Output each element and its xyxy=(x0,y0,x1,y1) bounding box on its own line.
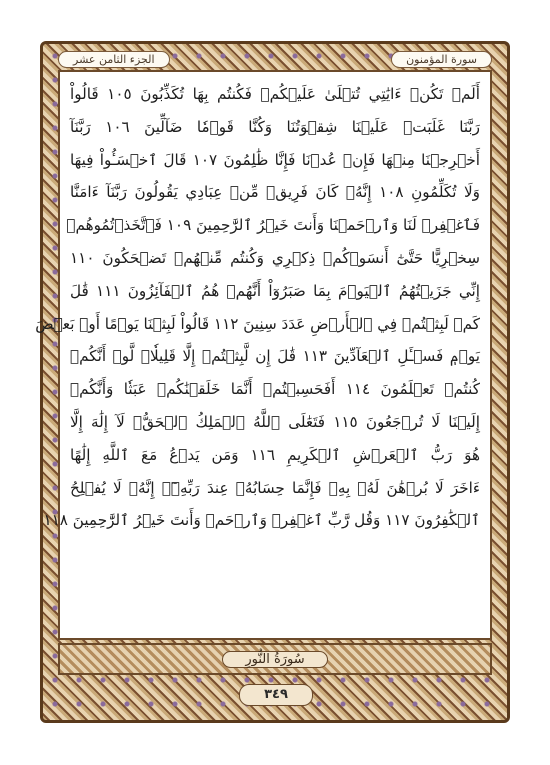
verse-line: سِخۡرِيًّا حَتَّىٰٓ أَنسَوۡكُمۡ ذِكۡرِي وَكُنتُم مِّنۡهُمۡ تَضۡحَكُونَ ١١٠ xyxy=(70,248,480,267)
verse-line: إِلَيۡنَا لَا تُرۡجَعُونَ ١١٥ فَتَعَٰلَى ٱللَّهُ ٱلۡمَلِكُ ٱلۡحَقُّۖ لَآ إِلَٰهَ إِلَّا xyxy=(70,412,480,431)
verse-line: أَلَمۡ تَكُنۡ ءَايَٰتِي تُتۡلَىٰ عَلَيۡكُمۡ فَكُنتُم بِهَا تُكَذِّبُونَ ١٠٥ قَالُواْ xyxy=(70,85,480,103)
verse-line: ٱلۡكَٰفِرُونَ ١١٧ وَقُل رَّبِّ ٱغۡفِرۡ وَٱرۡحَمۡ وَأَنتَ خَيۡرُ ٱلرَّٰحِمِينَ ١١٨ xyxy=(43,511,480,530)
verse-line: ءَاخَرَ لَا بُرۡهَٰنَ لَهُۥ بِهِۦ فَإِنَّمَا حِسَابُهُۥ عِندَ رَبِّهِۦٓۚ إِنَّهُۥ لَا يُفۡلِحُ xyxy=(70,478,480,497)
page-number: ٣٤٩ xyxy=(239,684,313,706)
verse-line: فَٱغۡفِرۡ لَنَا وَٱرۡحَمۡنَا وَأَنتَ خَيۡرُ ٱلرَّٰحِمِينَ ١٠٩ فَٱتَّخَذۡتُمُوهُمۡ xyxy=(66,216,480,235)
verse-line: هُوَ رَبُّ ٱلۡعَرۡشِ ٱلۡكَرِيمِ ١١٦ وَمَن يَدۡعُ مَعَ ٱللَّهِ إِلَٰهًا xyxy=(70,445,480,464)
surah-banner-title: سُورَةُ النُّورِ xyxy=(222,651,327,668)
verse-line: وَلَا تُكَلِّمُونِ ١٠٨ إِنَّهُۥ كَانَ فَرِيقٞ مِّنۡ عِبَادِي يَقُولُونَ رَبَّنَآ ءَامَنَّا xyxy=(70,183,481,202)
verse-line: كَمۡ لَبِثۡتُمۡ فِي ٱلۡأَرۡضِ عَدَدَ سِنِينَ ١١٢ قَالُواْ لَبِثۡنَا يَوۡمًا أَوۡ بَعۡضَ xyxy=(35,314,480,333)
verse-line: أَخۡرِجۡنَا مِنۡهَا فَإِنۡ عُدۡنَا فَإِنَّا ظَٰلِمُونَ ١٠٧ قَالَ ٱخۡسَـُٔواْ فِيهَا xyxy=(70,150,480,169)
verse-line: رَبَّنَا غَلَبَتۡ عَلَيۡنَا شِقۡوَتُنَا وَكُنَّا قَوۡمٗا ضَآلِّينَ ١٠٦ رَبَّنَآ xyxy=(70,117,480,136)
verse-block xyxy=(35,78,481,537)
surah-banner xyxy=(58,643,492,675)
verse-line: يَوۡمٖ فَسۡـَٔلِ ٱلۡعَآدِّينَ ١١٣ قَٰلَ إِن لَّبِثۡتُمۡ إِلَّا قَلِيلٗاۖ لَّوۡ أَنَّكُمۡ xyxy=(70,347,480,366)
verse-line: إِنِّي جَزَيۡتُهُمُ ٱلۡيَوۡمَ بِمَا صَبَرُوٓاْ أَنَّهُمۡ هُمُ ٱلۡفَآئِزُونَ ١١١ قَٰلَ xyxy=(70,281,480,300)
verse-line: كُنتُمۡ تَعۡلَمُونَ ١١٤ أَفَحَسِبۡتُمۡ أَنَّمَا خَلَقۡنَٰكُمۡ عَبَثٗا وَأَنَّكُمۡ xyxy=(70,380,481,399)
page-header xyxy=(58,49,492,69)
surah-label: سورة المؤمنون xyxy=(391,51,492,68)
juz-label: الجزء الثامن عشر xyxy=(58,51,170,68)
